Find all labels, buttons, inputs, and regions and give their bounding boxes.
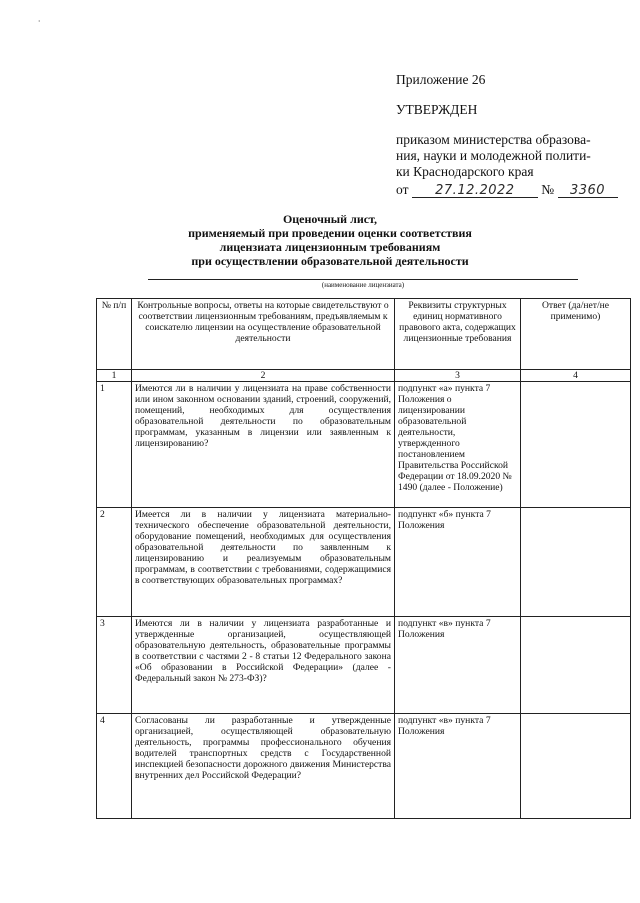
order-date-field — [412, 183, 538, 198]
title-line: при осуществлении образовательной деятельности — [191, 254, 469, 268]
order-line: ки Краснодарского края — [396, 164, 534, 179]
header-reference: Реквизиты структурных единиц нормативного правового акта, содержащих лицензионные требования — [395, 299, 521, 370]
column-number: 4 — [521, 370, 631, 382]
table-header-row — [97, 299, 631, 370]
row-answer-cell[interactable] — [521, 617, 631, 714]
row-reference: подпункт «б» пункта 7 Положения — [395, 508, 521, 617]
table-row — [97, 714, 631, 819]
licensee-caption: (наименование лицензиата) — [321, 281, 405, 289]
row-number: 2 — [97, 508, 132, 617]
row-answer-cell[interactable] — [521, 508, 631, 617]
appendix-label: Приложение 26 — [396, 72, 486, 87]
order-text — [396, 132, 636, 180]
title-line: Оценочный лист, — [282, 212, 378, 226]
order-line: приказом министерства образова- — [396, 132, 591, 147]
title-line: применяемый при проведении оценки соответствия — [188, 226, 472, 240]
number-label: № — [541, 182, 555, 197]
from-label: от — [396, 182, 409, 197]
scan-mark: ⸱ — [38, 16, 41, 26]
header-question: Контрольные вопросы, ответы на которые свидетельствуют о соответствии лицензионным требованиям, предъявляемым к соискателю лицензии на осуществление образовательной деятельности — [132, 299, 395, 370]
order-number: 3360 — [569, 183, 606, 198]
column-number: 1 — [97, 370, 132, 382]
approved-label: УТВЕРЖДЕН — [396, 102, 478, 117]
row-reference: подпункт «в» пункта 7 Положения — [395, 714, 521, 819]
title-line: лицензиата лицензионным требованиям — [219, 240, 441, 254]
row-question: Имеются ли в наличии у лицензиата разработанные и утвержденные организацией, осуществляющей образовательную деятельность, образовательные программы в соответствии с частями 2 - 8 статьи 12 Федерального закона «Об образовании в Российской Федерации» (далее - Федеральный закон № 273-ФЗ)? — [132, 617, 395, 714]
order-number-field — [558, 183, 618, 198]
column-number: 3 — [395, 370, 521, 382]
row-question: Имеются ли в наличии у лицензиата на праве собственности или ином законном основании зданий, строений, сооружений, помещений, необходимых для осуществления образовательной деятельности по образовательным программам, указанным в лицензии или заявленным к лицензированию? — [132, 382, 395, 508]
row-answer-cell[interactable] — [521, 382, 631, 508]
order-date-number — [396, 182, 636, 198]
row-answer-cell[interactable] — [521, 714, 631, 819]
table-row — [97, 617, 631, 714]
row-question: Согласованы ли разработанные и утвержденные организацией, осуществляющей образовательную деятельность, программы профессионального обучения водителей транспортных средств с Государственной инспекцией безопасности дорожного движения Министерства внутренних дел Российской Федерации? — [132, 714, 395, 819]
document-title — [150, 212, 510, 268]
row-number: 3 — [97, 617, 132, 714]
header-number: № п/п — [97, 299, 132, 370]
assessment-table — [96, 298, 631, 819]
approval-block — [396, 72, 636, 198]
row-reference: подпункт «а» пункта 7 Положения о лицензировании образовательной деятельности, утвержденного постановлением Правительства Российской Федерации от 18.09.2020 № 1490 (далее - Положение) — [395, 382, 521, 508]
order-date: 27.12.2022 — [435, 183, 515, 198]
licensee-name-line — [148, 279, 578, 280]
row-number: 1 — [97, 382, 132, 508]
header-answer: Ответ (да/нет/не применимо) — [521, 299, 631, 370]
row-question: Имеется ли в наличии у лицензиата материально-технического обеспечение образовательной деятельности, оборудование помещений, необходимых для осуществления образовательной деятельности по заявленным к лицензированию и реализуемым образовательным программам, в соответствии с требованиями, содержащимися в соответствующих образовательных программах? — [132, 508, 395, 617]
table-row — [97, 508, 631, 617]
order-line: ния, науки и молодежной полити- — [396, 148, 591, 163]
column-number-row — [97, 370, 631, 382]
table-row — [97, 382, 631, 508]
row-number: 4 — [97, 714, 132, 819]
column-number: 2 — [132, 370, 395, 382]
row-reference: подпункт «в» пункта 7 Положения — [395, 617, 521, 714]
